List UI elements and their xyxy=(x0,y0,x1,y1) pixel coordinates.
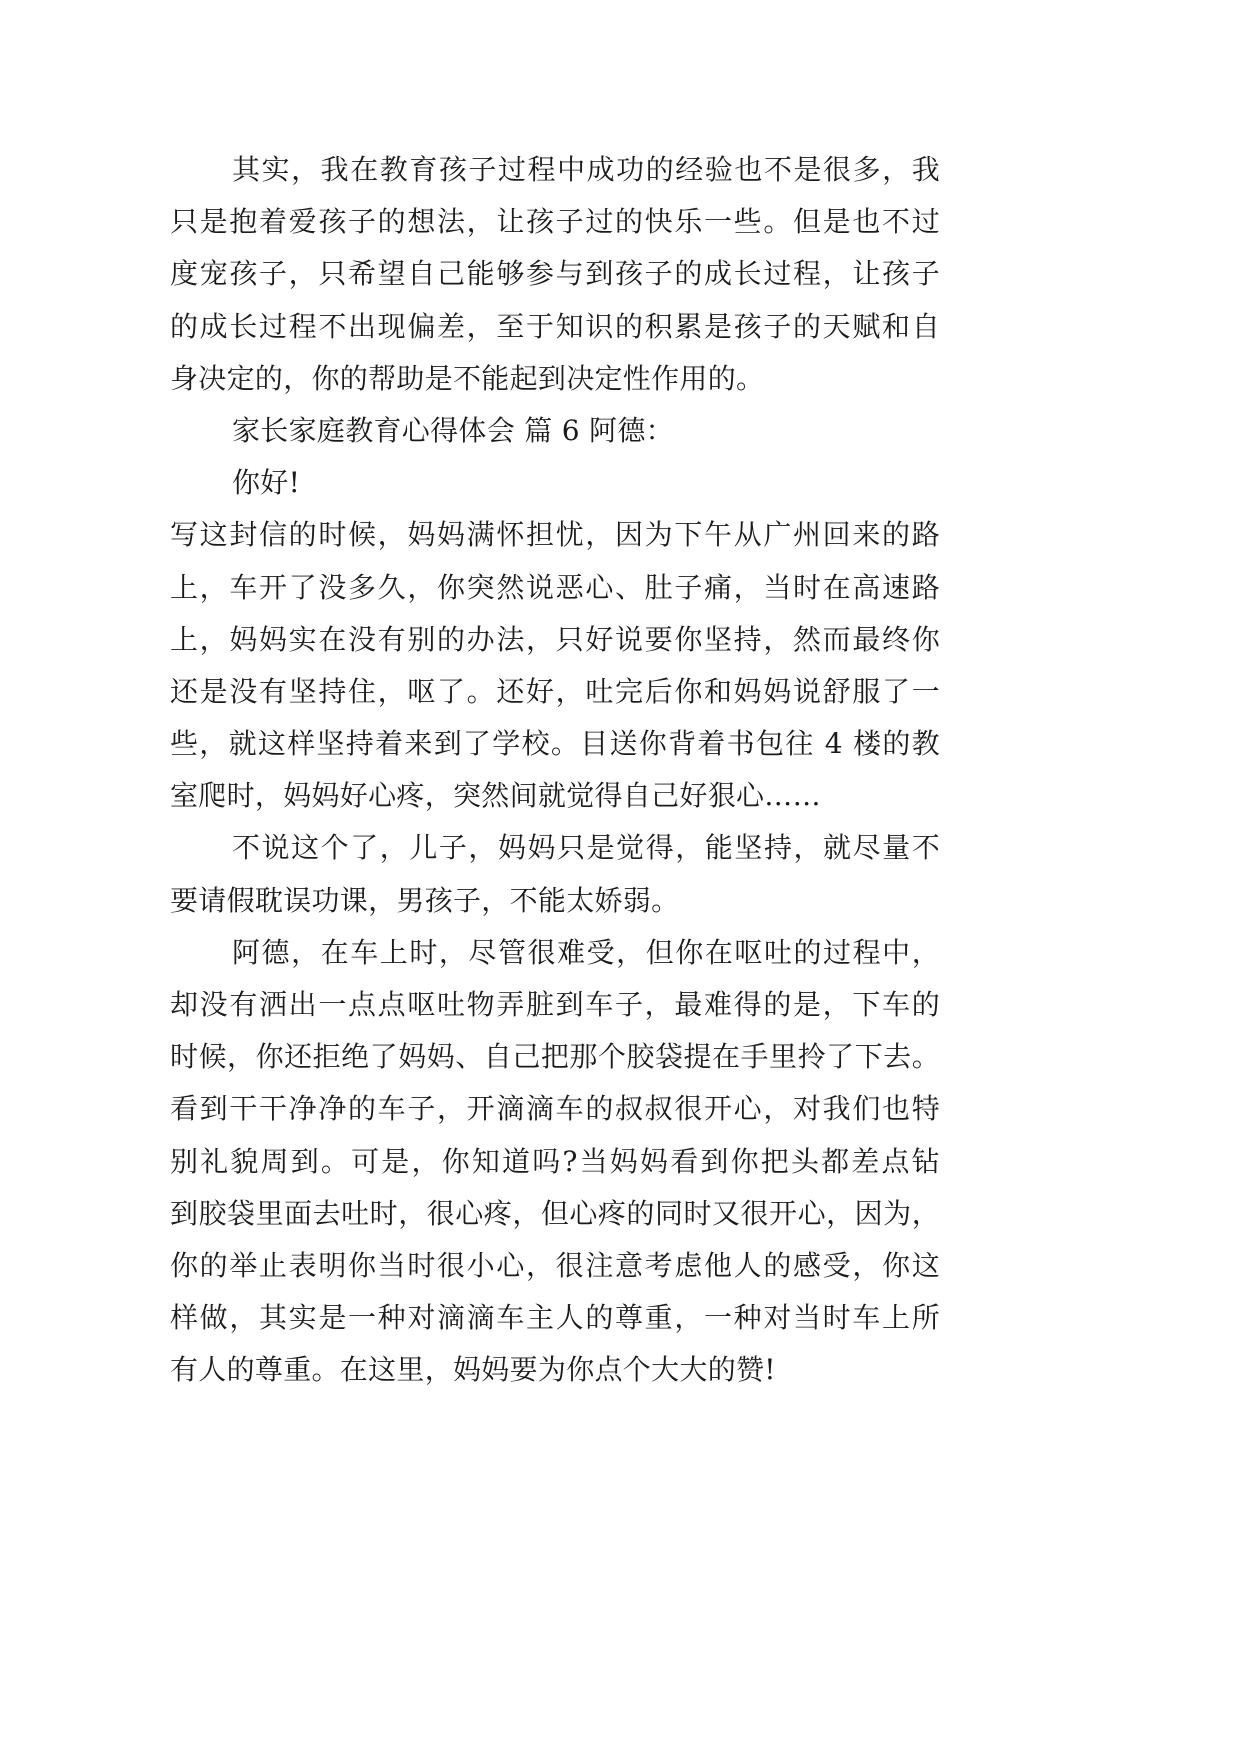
salutation xyxy=(170,457,940,509)
text-line: 上，妈妈实在没有别的办法，只好说要你坚持，然而最终你 xyxy=(170,622,940,656)
paragraph-praise xyxy=(170,927,940,1397)
text-line: 身决定的，你的帮助是不能起到决定性作用的。 xyxy=(170,361,765,395)
text-line: 看到干干净净的车子，开滴滴车的叔叔很开心，对我们也特 xyxy=(170,1092,940,1126)
text-line: 要请假耽误功课，男孩子，不能太娇弱。 xyxy=(170,883,680,917)
text-line: 不说这个了，儿子，妈妈只是觉得，能坚持，就尽量不 xyxy=(232,831,940,865)
paragraph-experience xyxy=(170,144,940,405)
text-line: 阿德，在车上时，尽管很难受，但你在呕吐的过程中， xyxy=(232,935,940,969)
text-line: 还是没有坚持住，呕了。还好，吐完后你和妈妈说舒服了一 xyxy=(170,674,940,708)
text-line: 到胶袋里面去吐时，很心疼，但心疼的同时又很开心，因为， xyxy=(170,1196,940,1230)
paragraph-letter-intro xyxy=(170,509,940,822)
section-heading-line: 家长家庭教育心得体会 篇 6 阿德： xyxy=(232,413,674,447)
text-line: 只是抱着爱孩子的想法，让孩子过的快乐一些。但是也不过 xyxy=(170,205,940,239)
text-line: 度宠孩子，只希望自己能够参与到孩子的成长过程，让孩子 xyxy=(170,257,940,291)
text-line: 样做，其实是一种对滴滴车主人的尊重，一种对当时车上所 xyxy=(170,1301,940,1335)
document-body xyxy=(170,144,940,1397)
text-line: 有人的尊重。在这里，妈妈要为你点个大大的赞! xyxy=(170,1353,776,1387)
paragraph-perseverance xyxy=(170,822,940,926)
text-line: 室爬时，妈妈好心疼，突然间就觉得自己好狠心…… xyxy=(170,779,821,813)
text-line: 上，车开了没多久，你突然说恶心、肚子痛，当时在高速路 xyxy=(170,570,940,604)
text-line: 些，就这样坚持着来到了学校。目送你背着书包往 4 楼的教 xyxy=(170,727,940,761)
text-line: 其实，我在教育孩子过程中成功的经验也不是很多，我 xyxy=(232,153,940,186)
section-heading xyxy=(170,405,940,457)
salutation-line: 你好! xyxy=(232,466,301,500)
text-line: 别礼貌周到。可是，你知道吗?当妈妈看到你把头都差点钻 xyxy=(170,1144,940,1178)
text-line: 的成长过程不出现偏差，至于知识的积累是孩子的天赋和自 xyxy=(170,309,940,343)
text-line: 时候，你还拒绝了妈妈、自己把那个胶袋提在手里拎了下去。 xyxy=(170,1040,940,1074)
text-line: 写这封信的时候，妈妈满怀担忧，因为下午从广州回来的路 xyxy=(170,518,940,552)
text-line: 却没有洒出一点点呕吐物弄脏到车子，最难得的是，下车的 xyxy=(170,988,940,1021)
text-line: 你的举止表明你当时很小心，很注意考虑他人的感受，你这 xyxy=(170,1248,940,1282)
